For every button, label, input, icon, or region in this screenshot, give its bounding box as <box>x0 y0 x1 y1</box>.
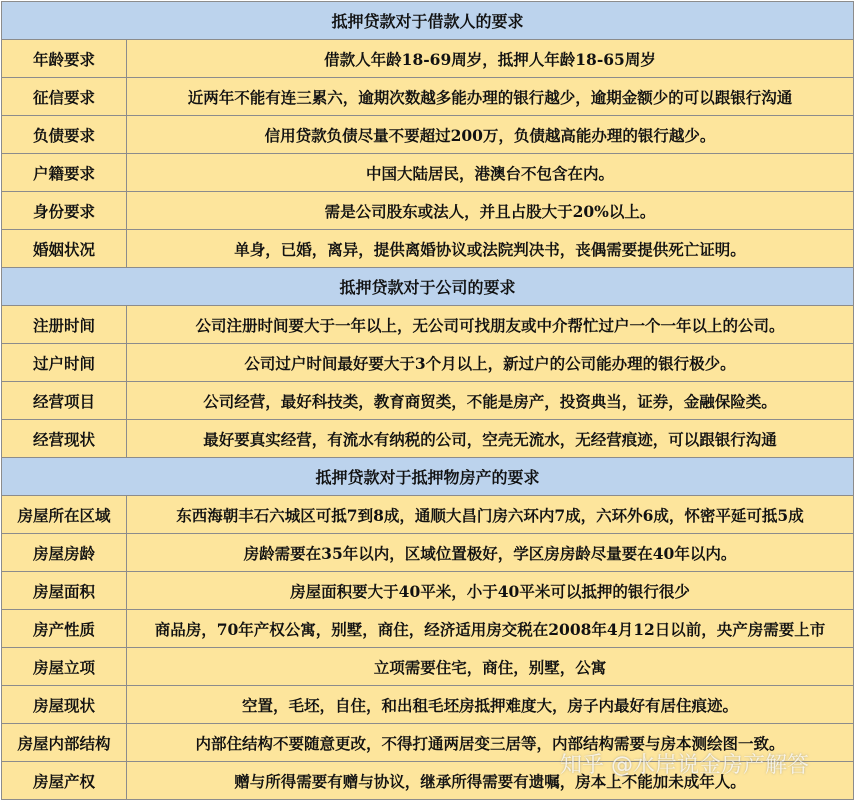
section-title: 抵押贷款对于公司的要求 <box>2 268 854 306</box>
row-label: 身份要求 <box>2 192 127 230</box>
row-label: 房屋房龄 <box>2 534 127 572</box>
row-value: 赠与所得需要有赠与协议，继承所得需要有遗嘱，房本上不能加未成年人。 <box>127 762 854 800</box>
table-row <box>2 724 854 762</box>
table-row <box>2 572 854 610</box>
row-value: 商品房，70年产权公寓，别墅，商住，经济适用房交税在2008年4月12日以前，央产房需要上市 <box>127 610 854 648</box>
row-value: 单身，已婚，离异，提供离婚协议或法院判决书，丧偶需要提供死亡证明。 <box>127 230 854 268</box>
table-row <box>2 610 854 648</box>
section-title: 抵押贷款对于借款人的要求 <box>2 2 854 40</box>
section-header-row <box>2 458 854 496</box>
row-label: 户籍要求 <box>2 154 127 192</box>
row-value: 房龄需要在35年以内，区域位置极好，学区房房龄尽量要在40年以内。 <box>127 534 854 572</box>
row-label: 负债要求 <box>2 116 127 154</box>
row-label: 房屋所在区域 <box>2 496 127 534</box>
row-label: 年龄要求 <box>2 40 127 78</box>
table-row <box>2 230 854 268</box>
row-label: 房屋面积 <box>2 572 127 610</box>
row-label: 房屋立项 <box>2 648 127 686</box>
row-value: 最好要真实经营，有流水有纳税的公司，空壳无流水，无经营痕迹，可以跟银行沟通 <box>127 420 854 458</box>
row-value: 房屋面积要大于40平米，小于40平米可以抵押的银行很少 <box>127 572 854 610</box>
row-label: 经营现状 <box>2 420 127 458</box>
table-row <box>2 496 854 534</box>
row-label: 注册时间 <box>2 306 127 344</box>
row-value: 借款人年龄18-69周岁，抵押人年龄18-65周岁 <box>127 40 854 78</box>
table-row <box>2 40 854 78</box>
table-row <box>2 78 854 116</box>
row-label: 经营项目 <box>2 382 127 420</box>
row-label: 房屋产权 <box>2 762 127 800</box>
row-value: 信用贷款负债尽量不要超过200万，负债越高能办理的银行越少。 <box>127 116 854 154</box>
table-row <box>2 192 854 230</box>
table-row <box>2 116 854 154</box>
row-value: 公司注册时间要大于一年以上，无公司可找朋友或中介帮忙过户一个一年以上的公司。 <box>127 306 854 344</box>
table-row <box>2 420 854 458</box>
row-value: 中国大陆居民，港澳台不包含在内。 <box>127 154 854 192</box>
row-value: 东西海朝丰石六城区可抵7到8成，通顺大昌门房六环内7成，六环外6成，怀密平延可抵5成 <box>127 496 854 534</box>
zhihu-watermark: 知乎 @水岸说金房产解答 <box>560 753 809 778</box>
table-row <box>2 686 854 724</box>
row-label: 房屋内部结构 <box>2 724 127 762</box>
table-row <box>2 648 854 686</box>
row-value: 内部住结构不要随意更改，不得打通两居变三居等，内部结构需要与房本测绘图一致。 <box>127 724 854 762</box>
row-value: 公司经营，最好科技类，教育商贸类，不能是房产，投资典当，证券，金融保险类。 <box>127 382 854 420</box>
row-label: 婚姻状况 <box>2 230 127 268</box>
section-header-row <box>2 268 854 306</box>
table-row <box>2 344 854 382</box>
row-value: 立项需要住宅，商住，别墅，公寓 <box>127 648 854 686</box>
row-value: 近两年不能有连三累六，逾期次数越多能办理的银行越少，逾期金额少的可以跟银行沟通 <box>127 78 854 116</box>
table-row <box>2 382 854 420</box>
requirements-table <box>1 1 854 800</box>
row-label: 过户时间 <box>2 344 127 382</box>
row-value: 空置，毛坯，自住，和出租毛坯房抵押难度大，房子内最好有居住痕迹。 <box>127 686 854 724</box>
row-value: 公司过户时间最好要大于3个月以上，新过户的公司能办理的银行极少。 <box>127 344 854 382</box>
table-row <box>2 762 854 800</box>
row-label: 房产性质 <box>2 610 127 648</box>
row-value: 需是公司股东或法人，并且占股大于20%以上。 <box>127 192 854 230</box>
row-label: 征信要求 <box>2 78 127 116</box>
table-row <box>2 306 854 344</box>
section-title: 抵押贷款对于抵押物房产的要求 <box>2 458 854 496</box>
table-row <box>2 534 854 572</box>
row-label: 房屋现状 <box>2 686 127 724</box>
section-header-row <box>2 2 854 40</box>
table-row <box>2 154 854 192</box>
